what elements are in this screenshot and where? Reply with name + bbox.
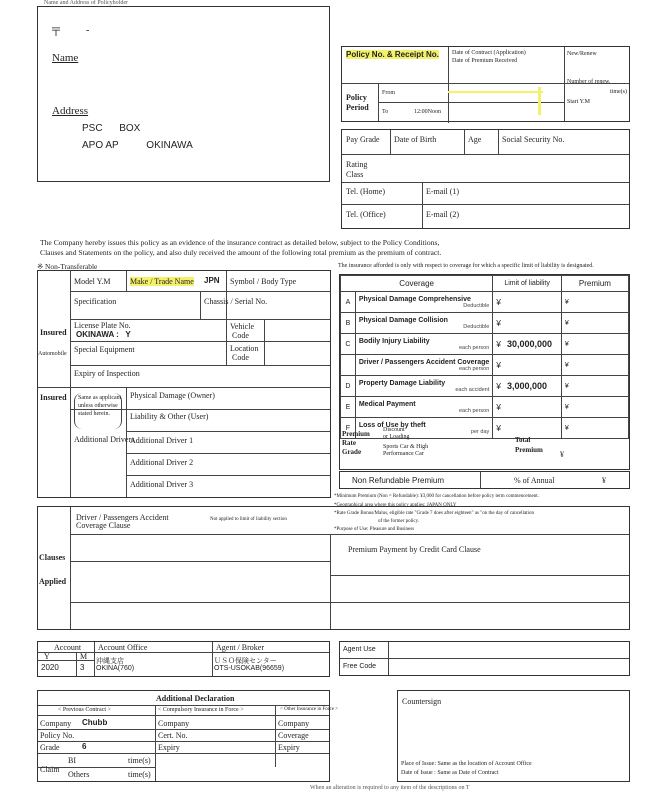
vehicle-code-sub: Code — [232, 331, 249, 340]
discount-2: or Loading — [383, 434, 410, 440]
make-value: JPN — [204, 276, 220, 285]
non-refundable-box — [339, 471, 630, 489]
countersign-label: Countersign — [402, 697, 442, 706]
pay-grade-label: Pay Grade — [346, 135, 380, 144]
coverage-name: Medical Payment — [358, 400, 416, 408]
phys-owner-label: Physical Damage (Owner) — [130, 391, 215, 400]
office-code: OKINA(760) — [96, 665, 135, 672]
account-box — [37, 641, 330, 677]
same-as-1: Same as applicant — [78, 395, 122, 401]
coverage-name: Driver / Passengers Accident Coverage — [358, 358, 490, 366]
agent-use-label: Agent Use — [343, 646, 376, 653]
limit-yen: ¥ — [496, 402, 502, 412]
premium-yen: ¥ — [564, 403, 569, 411]
coverage-limit-cell — [493, 334, 562, 355]
premium-yen: ¥ — [564, 340, 569, 348]
coverage-name-cell — [355, 334, 492, 355]
premium-cell — [561, 334, 628, 355]
countersign-box — [397, 690, 630, 782]
annual-yen: ¥ — [602, 476, 606, 485]
company-value: Chubb — [82, 718, 108, 727]
driver2-label: Additional Driver 2 — [130, 458, 194, 467]
total-prem-2: Premium — [515, 446, 543, 454]
coverage-sub: per day — [470, 428, 490, 435]
agent-name: ＵＳＯ保険センター — [214, 658, 277, 665]
coverage-name: Property Damage Liability — [358, 379, 446, 387]
performance-car: Performance Car — [383, 451, 424, 457]
email1-label: E-mail (1) — [426, 187, 460, 196]
non-transferable: ※ Non-Transferable — [37, 262, 98, 271]
premium-cell — [561, 376, 628, 397]
make-label: Make / Trade Name — [130, 277, 194, 286]
credit-card-clause: Premium Payment by Credit Card Clause — [348, 545, 481, 554]
premium-cell — [561, 397, 628, 418]
coverage-letter: F — [341, 418, 356, 439]
driver-acc-label: Driver / Passengers Accident — [76, 513, 169, 522]
coverage-row — [341, 376, 629, 397]
coverage-note: The insurance afforded is only with respect to coverage for which a specific limit of liability is designated. — [338, 263, 594, 269]
policy-box — [341, 46, 630, 122]
specification-label: Specification — [74, 297, 117, 306]
address-label: Address — [52, 105, 89, 117]
coverage-header: Coverage — [341, 276, 493, 292]
prem-rate-1: Premium — [342, 430, 370, 438]
applied-note: Not applied to limit of liability section — [210, 517, 287, 522]
account-label: Account — [54, 643, 82, 652]
automobile-label: Automobile — [38, 351, 67, 357]
applied-label: Applied — [39, 577, 67, 586]
premium-yen: ¥ — [564, 424, 569, 432]
coverage-letter: D — [341, 376, 356, 397]
non-refundable-label: Non Refundable Premium — [352, 476, 445, 485]
address-line-2: APO AP OKINAWA — [82, 140, 193, 151]
rating-label: Rating — [346, 160, 368, 169]
note-2: *Geographical area where this policy applies: JAPAN ONLY — [334, 503, 457, 508]
coverage-name: Bodily Injury Liability — [358, 337, 430, 345]
vehicle-box — [37, 270, 331, 498]
agent-use-box — [339, 641, 630, 676]
dob-label: Date of Birth — [394, 135, 437, 144]
previous-contract-label: < Previous Contract > — [58, 707, 111, 713]
coverage-letter: C — [341, 334, 356, 355]
coverage-letter: E — [341, 397, 356, 418]
to-label: To — [382, 109, 389, 115]
company-label-2: Company — [158, 719, 190, 728]
coverage-row — [341, 292, 629, 313]
vehicle-code-label: Vehicle — [230, 322, 254, 331]
company-label-1: Company — [40, 719, 72, 728]
others-label: Others — [68, 770, 90, 779]
claim-label: Claim — [40, 765, 60, 774]
limit-value: 30,000,000 — [507, 339, 553, 349]
year-value: 2020 — [41, 663, 59, 672]
annual-label: % of Annual — [514, 476, 555, 485]
from-label: From — [382, 90, 396, 96]
prem-rate-2: Rate — [342, 439, 356, 447]
policy-period-label-2: Period — [346, 103, 369, 112]
age-label: Age — [468, 135, 482, 144]
coverage-name: Loss of Use by theft — [358, 421, 426, 429]
coverage-sub: each accident — [455, 386, 490, 393]
coverage-sub: each person — [459, 365, 490, 372]
limit-yen: ¥ — [496, 423, 502, 433]
plate-label: License Plate No. — [74, 321, 131, 330]
sports-car: Sports Car & High — [383, 444, 429, 450]
limit-header: Limit of liability — [493, 276, 562, 292]
coverage-row — [341, 334, 629, 355]
coverage-sub: Deductible — [463, 323, 490, 330]
bi-label: BI — [68, 756, 76, 765]
coverage-label: Coverage — [278, 731, 309, 740]
coverage-limit-cell — [493, 355, 562, 376]
info-box — [341, 129, 630, 229]
model-ym-label: Model Y.M — [74, 277, 111, 286]
start-ym-label: Start Y.M — [567, 99, 591, 105]
limit-yen: ¥ — [496, 360, 502, 370]
coverage-name-cell — [355, 397, 492, 418]
total-prem-1: Total — [515, 436, 531, 444]
coverage-row — [341, 355, 629, 376]
compulsory-insurance-label: < Compulsory Insurance in Force > — [158, 707, 244, 713]
premium-yen: ¥ — [564, 382, 569, 390]
date-premium-label: Date of Premium Received — [452, 58, 518, 64]
address-card — [37, 6, 330, 182]
other-insurance-label: < Other Insurance in Force > — [280, 707, 338, 712]
coverage-row — [341, 397, 629, 418]
date-issue: Date of Issue : Same as Date of Contract — [401, 770, 499, 776]
insured-label: Insured — [40, 328, 67, 337]
class-label: Class — [346, 170, 364, 179]
free-code-label: Free Code — [343, 663, 377, 670]
month-value: 3 — [80, 663, 85, 672]
limit-yen: ¥ — [496, 297, 502, 307]
premium-yen: ¥ — [564, 319, 569, 327]
same-as-3: stated herein. — [78, 411, 110, 417]
coverage-sub: Deductible — [463, 302, 490, 309]
ssn-label: Social Security No. — [502, 135, 565, 144]
additional-title: Additional Declaration — [156, 694, 235, 703]
cert-no-label: Cert. No. — [158, 731, 188, 740]
coverage-limit-cell — [493, 376, 562, 397]
policy-no-label: Policy No. — [40, 731, 75, 740]
office-name: 沖縄支店 — [96, 658, 124, 665]
account-office-label: Account Office — [98, 643, 148, 652]
coverage-limit-cell — [493, 397, 562, 418]
coverage-name: Physical Damage Collision — [358, 316, 448, 324]
year-label: Y — [44, 652, 50, 661]
premium-cell — [561, 292, 628, 313]
expiry-label-2: Expiry — [278, 743, 300, 752]
coverage-letter — [341, 355, 356, 376]
times-label: time(s) — [610, 89, 627, 95]
clauses-label: Clauses — [39, 553, 66, 562]
coverage-limit-cell — [493, 313, 562, 334]
premium-yen: ¥ — [564, 361, 569, 369]
location-code-sub: Code — [232, 353, 249, 362]
tel-home-label: Tel. (Home) — [346, 187, 385, 196]
company-label-3: Company — [278, 719, 310, 728]
expiry-label-1: Expiry — [158, 743, 180, 752]
new-renew-label: New/Renew — [567, 51, 597, 57]
coverage-name-cell — [355, 376, 492, 397]
statement-line-1: The Company hereby issues this policy as an evidence of the insurance contract as detailed below, subject to the Policy Conditions, — [40, 238, 440, 247]
email2-label: E-mail (2) — [426, 210, 460, 219]
driver3-label: Additional Driver 3 — [130, 480, 194, 489]
policyholder-header: Name and Address of Policyholder — [44, 0, 128, 6]
prem-rate-3: Grade — [342, 448, 362, 456]
address-line-1: PSC BOX — [82, 123, 141, 134]
note-3: *Rate Grade Bonus/Malus, eligible rate "Grade 7 does after eighteen" as "on the day of cancellation — [334, 511, 534, 516]
note-5: *Purpose of Use: Pleasure and Business — [334, 527, 415, 532]
premium-header: Premium — [561, 276, 628, 292]
coverage-name: Physical Damage Comprehensive — [358, 295, 471, 303]
coverage-name-cell — [355, 313, 492, 334]
statement-line-2: Clauses and Statements on the policy, and also duly received the amount of the following total premium as the premium of contract. — [40, 248, 442, 257]
note-4: of the former policy. — [378, 519, 420, 524]
coverage-clause-label: Coverage Clause — [76, 521, 131, 530]
coverage-limit-cell — [493, 292, 562, 313]
chassis-label: Chassis / Serial No. — [204, 297, 268, 306]
special-equipment-label: Special Equipment — [74, 345, 135, 354]
same-as-2: unless otherwise — [78, 403, 118, 409]
postal-dash: - — [86, 25, 90, 36]
policy-receipt-label: Policy No. & Receipt No. — [346, 50, 439, 59]
agent-broker-label: Agent / Broker — [216, 643, 264, 652]
premium-rate-area — [339, 426, 630, 470]
policy-period-label-1: Policy — [346, 93, 367, 102]
expiry-inspection-label: Expiry of Inspection — [74, 369, 140, 378]
limit-yen: ¥ — [496, 381, 502, 391]
plate-value: OKINAWA : Y — [76, 330, 131, 339]
coverage-name-cell — [355, 355, 492, 376]
date-contract-label: Date of Contract (Application) — [452, 50, 526, 56]
coverage-sub: each person — [459, 407, 490, 414]
others-times: time(s) — [128, 770, 151, 779]
coverage-letter: B — [341, 313, 356, 334]
premium-yen: ¥ — [564, 298, 569, 306]
limit-yen: ¥ — [496, 318, 502, 328]
coverage-row — [341, 313, 629, 334]
coverage-letter: A — [341, 292, 356, 313]
agent-code: OTS-USOKAB(96659) — [214, 665, 285, 672]
tel-office-label: Tel. (Office) — [346, 210, 386, 219]
location-label: Location — [230, 344, 259, 353]
discount-1: Discount — [383, 427, 405, 433]
premium-cell — [561, 313, 628, 334]
postal-mark: 〒 — [50, 25, 63, 39]
limit-value: 3,000,000 — [507, 381, 548, 391]
name-label: Name — [52, 52, 79, 64]
driver1-label: Additional Driver 1 — [130, 436, 194, 445]
additional-drivers-label: Additional Drivers — [74, 435, 135, 444]
bi-times: time(s) — [128, 756, 151, 765]
grade-label: Grade — [40, 743, 60, 752]
coverage-sub: each person — [459, 344, 490, 351]
note-1: *Minimum Premium (Non = Refundable): ¥3,000 for cancellation before policy term commencement. — [334, 494, 539, 499]
month-label: M — [80, 652, 88, 661]
liab-user-label: Liability & Other (User) — [130, 412, 209, 421]
footer-note: When an alteration is required to any item of the descriptions on T — [310, 785, 470, 791]
coverage-name-cell — [355, 292, 492, 313]
noon-label: 12:00Noon — [414, 109, 441, 115]
total-prem-yen: ¥ — [560, 450, 564, 459]
limit-yen: ¥ — [496, 339, 502, 349]
premium-cell — [561, 355, 628, 376]
num-renew-label: Number of renew. — [567, 79, 611, 85]
grade-value: 6 — [82, 742, 87, 751]
symbol-label: Symbol / Body Type — [230, 277, 297, 286]
additional-declaration-box — [37, 690, 338, 782]
insured2-label: Insured — [40, 393, 67, 402]
clauses-box — [37, 506, 630, 630]
place-issue: Place of Issue: Same as the location of Account Office — [401, 761, 532, 767]
